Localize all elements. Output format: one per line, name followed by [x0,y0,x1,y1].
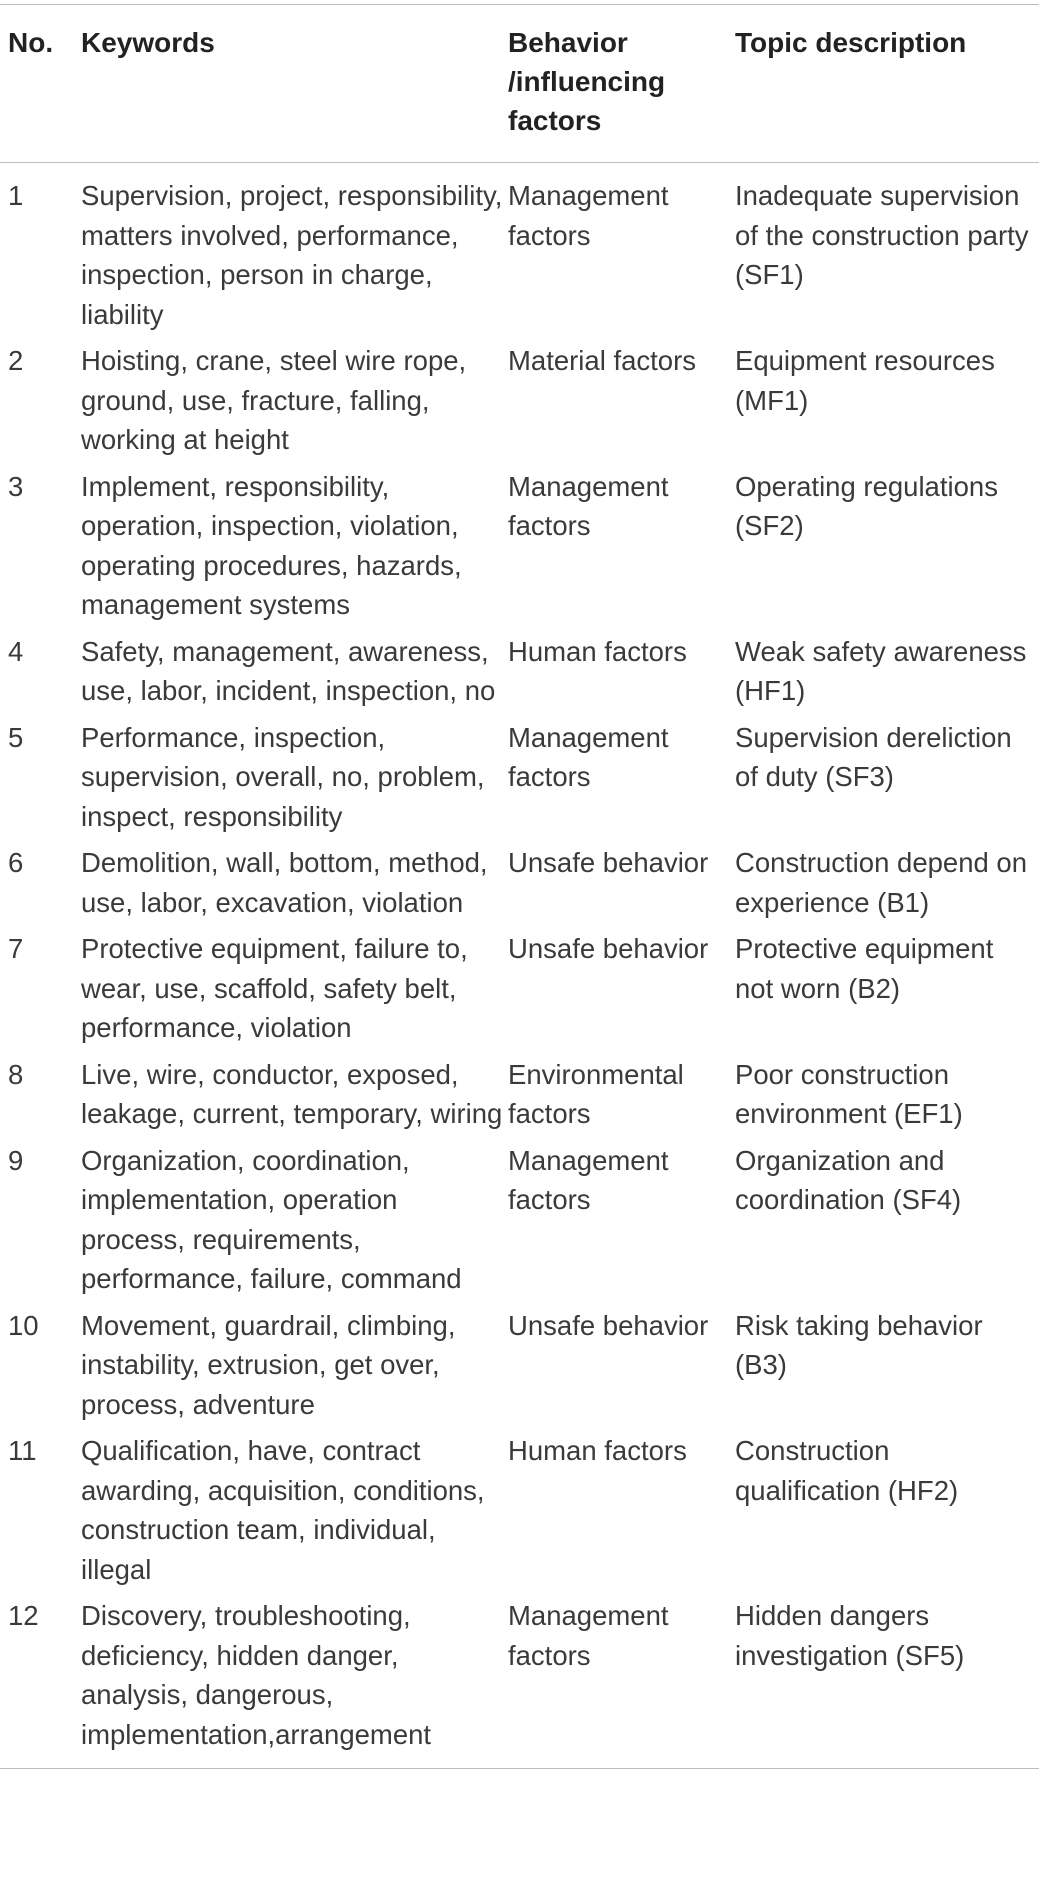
cell-topic: Risk taking behavior (B3) [735,1309,983,1380]
cell-topic: Construction depend on experience (B1) [735,847,1028,918]
table-row [0,467,1039,632]
cell-behavior: Unsafe behavior [508,1309,709,1341]
cell-behavior: Unsafe behavior [508,847,709,878]
table-row [0,1431,1039,1596]
cell-topic: Weak safety awareness (HF1) [735,635,1027,706]
cell-no: 2 [8,345,24,376]
cell-keywords: Demolition, wall, bottom, method, use, labor, excavation, violation [81,847,488,918]
cell-behavior: Unsafe behavior [508,933,709,964]
cell-topic: Poor construction environment (EF1) [735,1058,963,1129]
cell-topic: Hidden dangers investigation (SF5) [735,1600,965,1671]
cell-keywords: Live, wire, conductor, exposed, leakage, current, temporary, wiring [81,1058,503,1129]
cell-keywords: Performance, inspection, supervision, overall, no, problem, inspect, responsibility [81,721,485,832]
table-body [0,163,1039,1769]
data-table-container [0,4,1039,1769]
cell-keywords: Protective equipment, failure to, wear, use, scaffold, safety belt, performance, violation [81,933,468,1043]
table-row [0,1055,1039,1141]
cell-no: 7 [8,933,24,964]
cell-no: 3 [8,470,24,502]
cell-keywords: Organization, coordination, implementation, operation process, requirements, performance, failure, command [81,1144,462,1294]
cell-keywords: Supervision, project, responsibility, matters involved, performance, inspection, person in charge, liability [81,180,503,330]
table-row [0,718,1039,844]
table-row [0,1596,1039,1769]
cell-behavior: Management factors [508,180,669,251]
cell-topic: Supervision dereliction of duty (SF3) [735,721,1012,792]
cell-no: 9 [8,1144,24,1176]
cell-no: 10 [8,1309,39,1341]
cell-keywords: Safety, management, awareness, use, labor, incident, inspection, no [81,635,496,706]
header-topic: Topic description [735,27,967,58]
header-no: No. [8,27,54,58]
cell-no: 4 [8,635,24,667]
cell-topic: Equipment resources (MF1) [735,345,995,416]
table-row [0,929,1039,1055]
cell-topic: Protective equipment not worn (B2) [735,933,994,1004]
cell-no: 11 [8,1435,37,1466]
cell-keywords: Hoisting, crane, steel wire rope, ground, use, fracture, falling, working at height [81,345,467,455]
table-row [0,632,1039,718]
cell-behavior: Human factors [508,1435,687,1466]
cell-topic: Inadequate supervision of the construction party (SF1) [735,180,1029,290]
table-header [0,5,1039,163]
cell-behavior: Human factors [508,635,687,667]
header-behavior: Behavior /influencing factors [508,27,666,136]
header-row [0,5,1039,163]
cell-no: 5 [8,721,24,753]
table-row [0,163,1039,342]
cell-topic: Construction qualification (HF2) [735,1435,959,1506]
table-row [0,1141,1039,1306]
cell-keywords: Movement, guardrail, climbing, instability, extrusion, get over, process, adventure [81,1309,456,1420]
cell-no: 12 [8,1600,39,1631]
keywords-topic-table [0,4,1039,1769]
cell-behavior: Environmental factors [508,1058,684,1129]
cell-behavior: Material factors [508,345,696,376]
table-row [0,341,1039,467]
cell-behavior: Management factors [508,1600,669,1671]
table-row [0,1306,1039,1432]
cell-topic: Organization and coordination (SF4) [735,1144,962,1215]
cell-behavior: Management factors [508,470,669,541]
cell-topic: Operating regulations (SF2) [735,470,998,541]
header-keywords: Keywords [81,27,215,58]
cell-no: 1 [8,180,24,211]
cell-no: 6 [8,847,24,878]
table-row [0,843,1039,929]
cell-keywords: Discovery, troubleshooting, deficiency, hidden danger, analysis, dangerous, implementation,arrangement [81,1600,432,1750]
cell-keywords: Implement, responsibility, operation, inspection, violation, operating procedures, hazards, management systems [81,470,462,620]
cell-behavior: Management factors [508,721,669,792]
cell-keywords: Qualification, have, contract awarding, acquisition, conditions, construction team, individual, illegal [81,1435,485,1585]
cell-behavior: Management factors [508,1144,669,1215]
cell-no: 8 [8,1058,24,1090]
